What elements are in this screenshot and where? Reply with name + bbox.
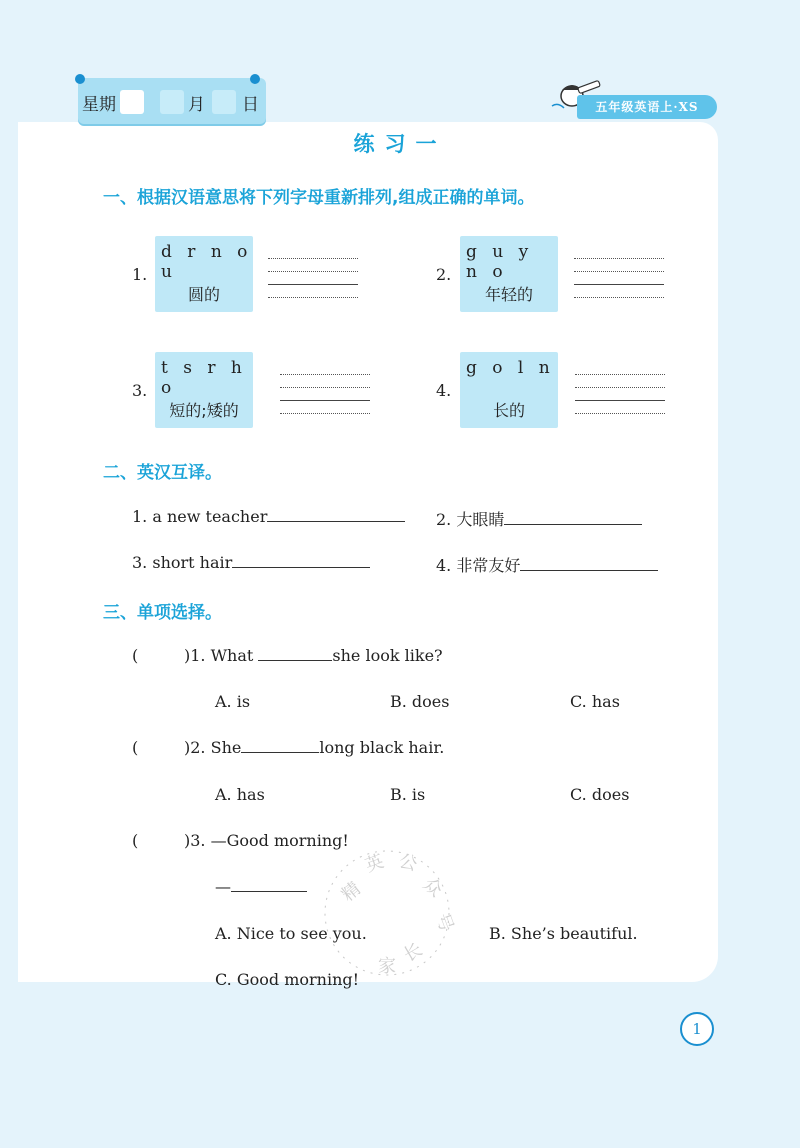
- answer-lines[interactable]: [575, 362, 665, 414]
- answer-blank[interactable]: [231, 877, 307, 892]
- chinese-meaning: 短的;矮的: [169, 401, 239, 420]
- item-number: 2.: [436, 265, 452, 284]
- item-number: 4.: [436, 381, 452, 400]
- word-card: [460, 352, 558, 428]
- day-label: 日: [242, 95, 259, 115]
- svg-text:长: 长: [400, 939, 427, 967]
- question-stem: )1. What she look like?: [184, 646, 443, 665]
- option-b[interactable]: B. She’s beautiful.: [489, 924, 638, 943]
- answer-paren-open[interactable]: (: [132, 646, 139, 665]
- word-card: [155, 236, 253, 312]
- weekday-label: 星期: [82, 95, 116, 115]
- weekday-box[interactable]: [120, 90, 144, 114]
- pin-icon: [250, 74, 260, 84]
- option-a[interactable]: A. is: [215, 692, 251, 711]
- answer-lines[interactable]: [268, 246, 358, 298]
- option-c[interactable]: C. has: [570, 692, 620, 711]
- section2-heading: 二、英汉互译。: [103, 463, 222, 483]
- answer-lines[interactable]: [280, 362, 370, 414]
- option-a[interactable]: A. has: [215, 785, 265, 804]
- svg-text:号: 号: [431, 910, 458, 935]
- option-c[interactable]: C. does: [570, 785, 630, 804]
- answer-blank[interactable]: [258, 646, 332, 661]
- chinese-meaning: 年轻的: [484, 285, 533, 304]
- day-box[interactable]: [212, 90, 236, 114]
- answer-paren-open[interactable]: (: [132, 738, 139, 757]
- svg-text:精: 精: [337, 878, 366, 906]
- pin-icon: [75, 74, 85, 84]
- page-title: 练习一: [353, 132, 447, 156]
- answer-blank[interactable]: [504, 510, 642, 525]
- item-number: 1.: [132, 265, 148, 284]
- translation-item: 1. a new teacher: [132, 507, 405, 526]
- question-stem: )3. —Good morning!: [184, 831, 349, 850]
- page-number: 1: [680, 1012, 714, 1046]
- answer-blank[interactable]: [241, 738, 319, 753]
- scrambled-letters: g u y n o: [466, 242, 534, 282]
- option-a[interactable]: A. Nice to see you.: [215, 924, 367, 943]
- answer-blank[interactable]: [232, 553, 370, 568]
- month-label: 月: [188, 95, 205, 115]
- section1-heading: 一、根据汉语意思将下列字母重新排列,组成正确的单词。: [103, 188, 535, 208]
- answer-blank[interactable]: [520, 556, 658, 571]
- chinese-meaning: 圆的: [187, 285, 220, 304]
- translation-item: 4. 非常友好: [436, 553, 658, 576]
- word-card: [155, 352, 253, 428]
- watermark-seal: [312, 838, 462, 988]
- option-b[interactable]: B. does: [390, 692, 450, 711]
- item-number: 3.: [132, 381, 148, 400]
- svg-text:英: 英: [362, 850, 387, 877]
- svg-text:家: 家: [378, 956, 396, 977]
- scrambled-letters: d r n o u: [161, 242, 253, 282]
- date-tab: [78, 78, 266, 124]
- scrambled-letters: g o l n: [466, 358, 555, 378]
- question-stem: )2. She long black hair.: [184, 738, 445, 757]
- book-tag: 五年级英语上·XS: [577, 95, 717, 119]
- svg-text:公: 公: [396, 850, 420, 876]
- option-b[interactable]: B. is: [390, 785, 426, 804]
- month-box[interactable]: [160, 90, 184, 114]
- translation-item: 3. short hair: [132, 553, 370, 572]
- section3-heading: 三、单项选择。: [103, 603, 222, 623]
- chinese-meaning: 长的: [492, 401, 525, 420]
- scrambled-letters: t s r h o: [161, 358, 247, 398]
- option-c[interactable]: C. Good morning!: [215, 970, 360, 989]
- answer-blank[interactable]: [267, 507, 405, 522]
- answer-paren-open[interactable]: (: [132, 831, 139, 850]
- translation-item: 2. 大眼睛: [436, 507, 642, 530]
- word-card: [460, 236, 558, 312]
- answer-lines[interactable]: [574, 246, 664, 298]
- response-line: —: [215, 877, 307, 896]
- svg-text:众: 众: [418, 873, 447, 902]
